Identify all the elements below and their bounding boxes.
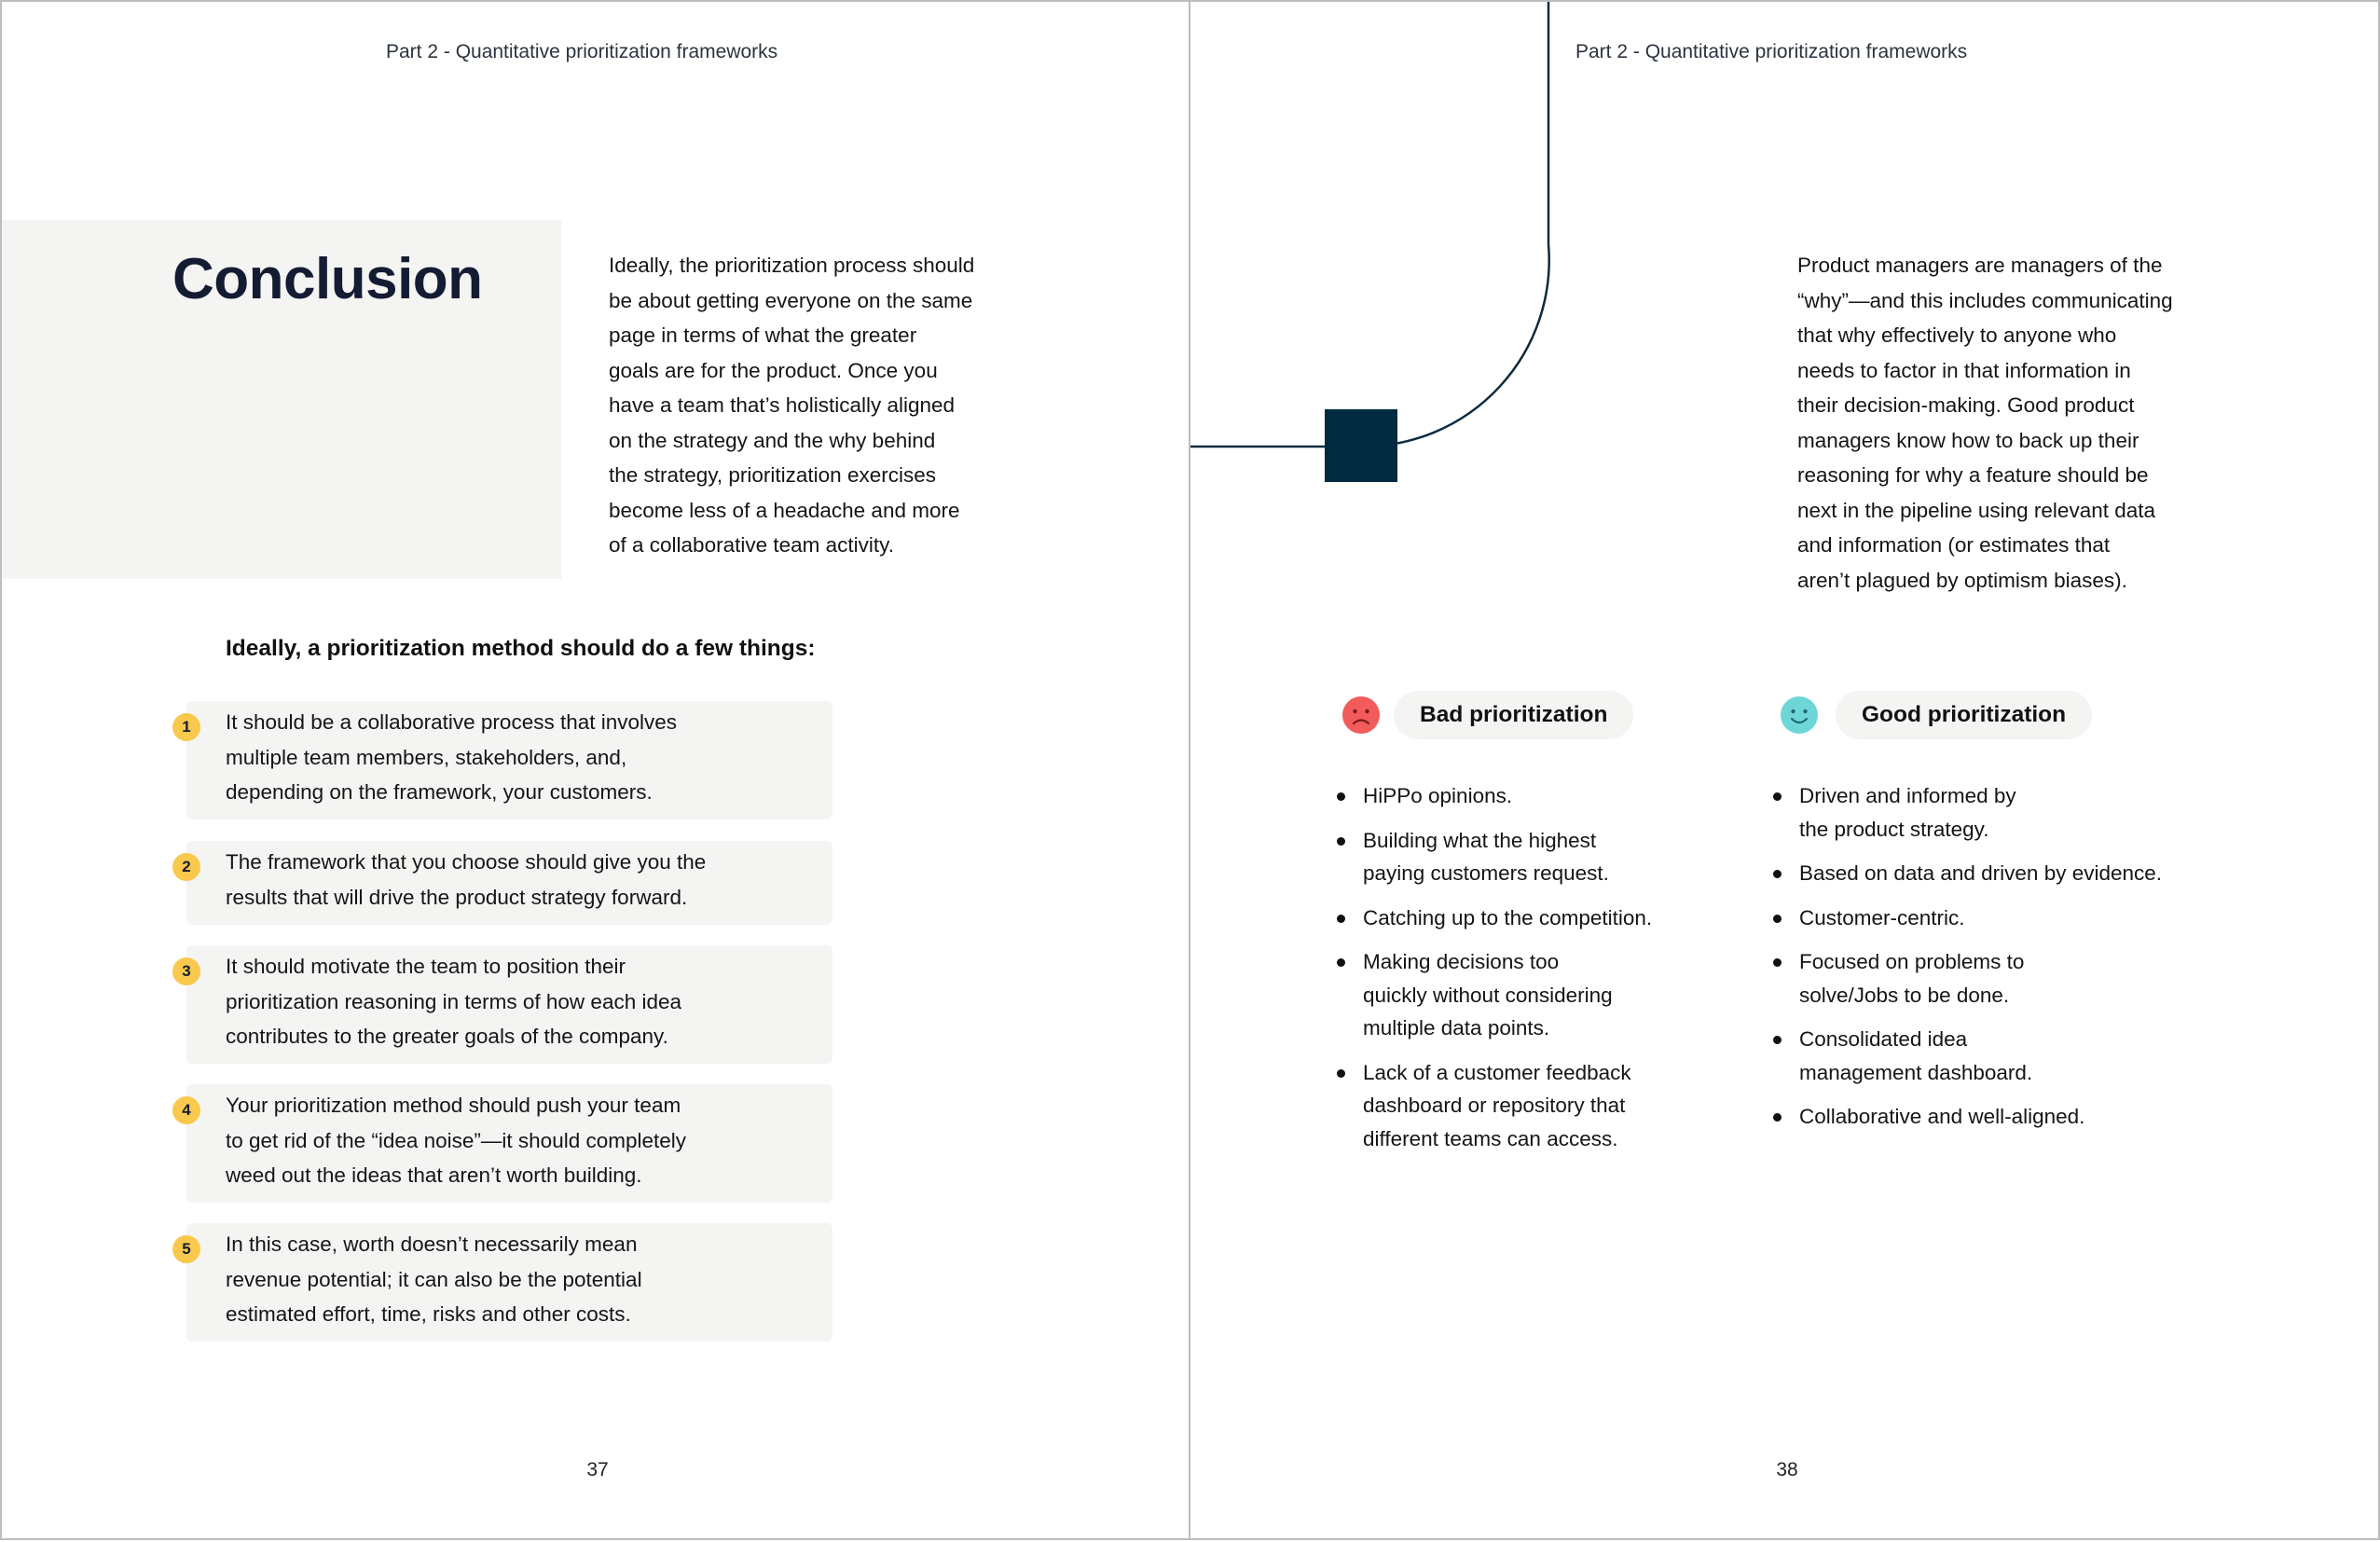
list-item xyxy=(1337,1056,1710,1156)
text-line: Driven and informed by xyxy=(1799,784,2016,807)
text-line: Focused on problems to xyxy=(1799,950,2025,973)
bad-prioritization-label: Bad prioritization xyxy=(1394,691,1633,739)
text-line: “why”—and this includes communicating xyxy=(1797,288,2173,312)
list-item xyxy=(1773,1100,2239,1134)
good-prioritization-label: Good prioritization xyxy=(1836,691,2092,739)
bad-prioritization-list xyxy=(1337,779,1710,1166)
text-line: aren’t plagued by optimism biases). xyxy=(1797,568,2127,592)
item-text xyxy=(226,1227,804,1332)
text-line: Based on data and driven by evidence. xyxy=(1799,861,2163,885)
curved-connector-line xyxy=(1190,2,1549,447)
text-line: depending on the framework, your customers. xyxy=(226,780,653,804)
text-line: needs to factor in that information in xyxy=(1797,358,2131,382)
text-line: Making decisions too xyxy=(1363,950,1560,973)
number-badge: 3 xyxy=(172,957,200,985)
text-line: It should be a collaborative process that involves xyxy=(226,710,678,734)
item-text xyxy=(226,1088,804,1193)
text-line: next in the pipeline using relevant data xyxy=(1797,498,2156,522)
text-line: management dashboard. xyxy=(1799,1060,2033,1084)
item-text xyxy=(226,949,804,1054)
text-line: reasoning for why a feature should be xyxy=(1797,463,2149,487)
happy-face-icon xyxy=(1780,695,1819,735)
text-line: Product managers are managers of the xyxy=(1797,254,2163,277)
text-line: Your prioritization method should push your team xyxy=(226,1094,681,1117)
page-38 xyxy=(1189,0,2380,1540)
list-heading: Ideally, a prioritization method should do a few things: xyxy=(226,636,816,661)
text-line: on the strategy and the why behind xyxy=(609,428,936,452)
running-head: Part 2 - Quantitative prioritization frameworks xyxy=(386,41,778,62)
text-line: It should motivate the team to position their xyxy=(226,955,626,978)
intro-paragraph xyxy=(609,248,1019,563)
text-line: In this case, worth doesn’t necessarily mean xyxy=(226,1232,638,1256)
text-line: Building what the highest xyxy=(1363,828,1597,852)
list-item xyxy=(1773,857,2239,890)
text-line: that why effectively to anyone who xyxy=(1797,324,2117,347)
square-node xyxy=(1325,409,1397,482)
text-line: page in terms of what the greater xyxy=(609,324,917,347)
text-line: results that will drive the product strategy forward. xyxy=(226,885,688,909)
text-line: managers know how to back up their xyxy=(1797,428,2139,452)
text-line: be about getting everyone on the same xyxy=(609,288,973,312)
list-item xyxy=(1337,824,1710,890)
text-line: Ideally, the prioritization process should xyxy=(609,254,975,277)
text-line: quickly without considering xyxy=(1363,983,1613,1007)
text-line: their decision-making. Good product xyxy=(1797,393,2135,417)
text-line: become less of a headache and more xyxy=(609,498,960,522)
sad-face-icon xyxy=(1341,695,1381,735)
page-number: 38 xyxy=(1776,1459,1798,1480)
list-item xyxy=(1337,902,1710,935)
page-37 xyxy=(0,0,1191,1540)
text-line: paying customers request. xyxy=(1363,861,1609,885)
text-line: Customer-centric. xyxy=(1799,905,1965,929)
text-line: estimated effort, time, risks and other costs. xyxy=(226,1302,631,1326)
number-badge: 5 xyxy=(172,1235,200,1263)
text-line: HiPPo opinions. xyxy=(1363,784,1513,807)
list-item xyxy=(1773,902,2239,935)
text-line: revenue potential; it can also be the potential xyxy=(226,1267,642,1291)
text-line: goals are for the product. Once you xyxy=(609,358,938,382)
text-line: to get rid of the “idea noise”—it should completely xyxy=(226,1128,687,1152)
list-item xyxy=(1337,945,1710,1045)
text-line: the strategy, prioritization exercises xyxy=(609,463,936,487)
page-title: Conclusion xyxy=(172,247,483,311)
text-line: Collaborative and well-aligned. xyxy=(1799,1105,2085,1128)
text-line: weed out the ideas that aren’t worth building. xyxy=(226,1163,642,1187)
item-text xyxy=(226,845,804,915)
list-item xyxy=(1773,945,2239,1012)
text-line: contributes to the greater goals of the company. xyxy=(226,1025,668,1048)
text-line: of a collaborative team activity. xyxy=(609,533,894,557)
text-line: Catching up to the competition. xyxy=(1363,905,1653,929)
list-item xyxy=(1773,779,2239,846)
good-prioritization-list xyxy=(1773,779,2239,1145)
text-line: multiple team members, stakeholders, and, xyxy=(226,745,627,769)
text-line: and information (or estimates that xyxy=(1797,533,2111,557)
text-line: The framework that you choose should give you the xyxy=(226,850,707,874)
text-line: different teams can access. xyxy=(1363,1126,1618,1150)
text-line: solve/Jobs to be done. xyxy=(1799,983,2010,1007)
number-badge: 1 xyxy=(172,713,200,741)
text-line: multiple data points. xyxy=(1363,1016,1550,1039)
item-text xyxy=(226,705,804,810)
text-line: have a team that’s holistically aligned xyxy=(609,393,956,417)
text-line: dashboard or repository that xyxy=(1363,1094,1626,1117)
number-badge: 2 xyxy=(172,853,200,881)
text-line: the product strategy. xyxy=(1799,817,1989,841)
number-badge: 4 xyxy=(172,1096,200,1124)
body-paragraph xyxy=(1797,248,2217,598)
text-line: Lack of a customer feedback xyxy=(1363,1060,1631,1084)
text-line: Consolidated idea xyxy=(1799,1027,1968,1051)
list-item xyxy=(1337,779,1710,813)
text-line: prioritization reasoning in terms of how each idea xyxy=(226,989,682,1013)
page-number: 37 xyxy=(586,1459,609,1480)
running-head: Part 2 - Quantitative prioritization frameworks xyxy=(1575,41,1968,62)
list-item xyxy=(1773,1023,2239,1089)
